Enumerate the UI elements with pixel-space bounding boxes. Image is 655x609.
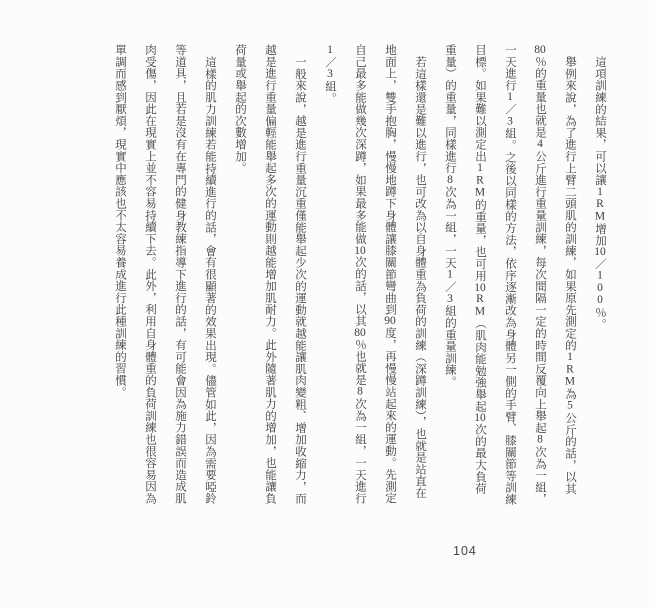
paragraph-5: 這樣的肌力訓練若能持續進行的話，會有很顯著的效果出現。儘管如此，因為需要啞鈴等道具，且若是沒有在專門的健身教練指導下進行的話，有可能會因為施力錯誤而造成肌肉受傷，因此在現實上並不容易持續下去。此外，利用自身體重的負荷訓練也很容易因為單調而感到厭煩，現實中應該也不太容易養成進行此種訓練的習慣。 (114, 44, 216, 505)
paragraph-4: 一般來說，越是進行重量沉重僅能舉起少次的運動就越能讓肌肉變粗、增加收縮力，而越是進行重量偏輕能舉起多次的運動則越能增加肌耐力。此外隨著肌力的增加，也能讓負荷量或舉起的次數增加。 (234, 44, 306, 505)
page-number: 104 (453, 544, 477, 558)
paragraph-2: 舉例來說，為了進行上臂二頭肌的訓練，如果原先測定的1RM為5公斤的話，以其80％的重量也就是4公斤進行重量訓練，每次間隔一定的時間反覆向上舉起8次為一組，一天進行1／3組。之後以同樣的方法，依序逐漸改為身體另一側的手臂、膝關節等訓練目標。如果難以測定出1RM的重量，也可用10RM（肌肉能勉強舉起10次的最大負荷重量）的重量，同樣進行8次為一組，一天1／3組的重量訓練。 (444, 44, 576, 506)
paragraph-3: 若這樣還是難以進行，也可改為以自身體重為負荷的訓練（深蹲訓練），也就是站直在地面上，雙手抱胸，慢慢地蹲下身體讓膝關節彎曲到90度，再慢慢站起來的運動。先測定自己最多能做幾次深蹲，如果最多能做10次的話，以其80％也就是8次為一組，一天進行1／3組。 (324, 44, 426, 505)
body-text (105, 44, 615, 506)
paragraph-1: 這項訓練的結果，可以讓1RM增加10／100％。 (594, 56, 606, 331)
